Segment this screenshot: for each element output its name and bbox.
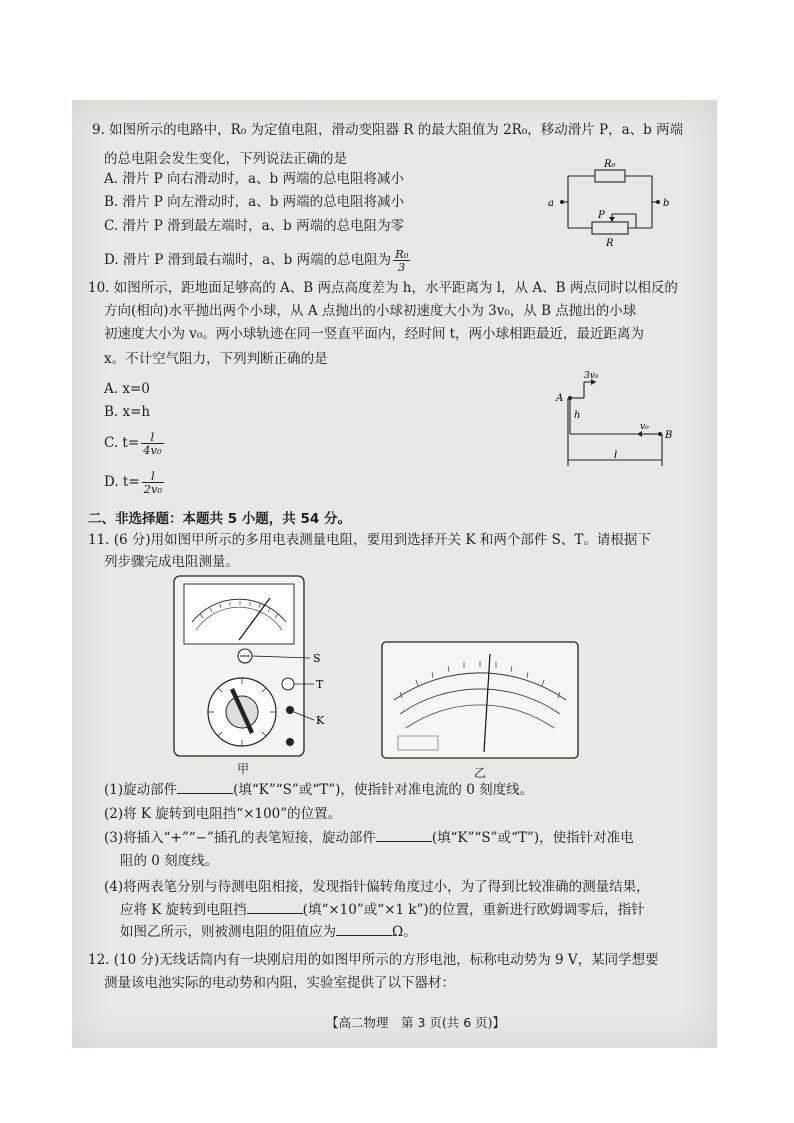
label-A: A (556, 393, 564, 404)
q11-step1-suffix: (填“K”“S”或“T”)，使指针对准电流的 0 刻度线。 (233, 782, 534, 798)
q10-option-b: B. x=h (104, 404, 151, 420)
q10-option-c-text: C. t= (104, 435, 140, 451)
q10-projectile-diagram (548, 368, 688, 474)
q11-step2: (2)将 K 旋转到电阻挡“×100”的位置。 (104, 806, 342, 822)
q9-option-d (104, 248, 412, 273)
q11-stem-line2: 列步骤完成电阻测量。 (104, 554, 239, 570)
label-vb: v₀ (640, 422, 649, 432)
q9-stem-line1: 9. 如图所示的电路中，R₀ 为定值电阻，滑动变阻器 R 的最大阻值为 2R₀，移动滑片 P，a、b 两端 (92, 122, 684, 138)
q10-option-d-num: l (142, 470, 164, 483)
q10-stem-line4: x。不计空气阻力，下列判断正确的是 (104, 351, 328, 367)
q11-step4-line3-suffix: Ω。 (392, 924, 417, 940)
q9-option-d-text: D. 滑片 P 滑到最右端时，a、b 两端的总电阻为 (104, 252, 392, 268)
answer-blank-3[interactable] (247, 901, 303, 914)
label-l: l (614, 450, 618, 461)
point-b-icon (658, 432, 662, 436)
q12-stem-line1: 12. (10 分)无线话筒内有一块刚启用的如图甲所示的方形电池，标称电动势为 9 V，某同学想要 (88, 952, 659, 968)
q11-step3-prefix: (3)将插入“+”“−”插孔的表笔短接，旋动部件 (104, 830, 376, 846)
terminal-b-icon (656, 200, 660, 204)
q9-option-d-num: R₀ (395, 247, 409, 261)
label-h: h (574, 410, 581, 421)
q11-step4-line3 (120, 923, 417, 941)
q11-step3 (104, 829, 634, 847)
q10-option-c-den: 4v₀ (143, 443, 162, 457)
label-r0: R₀ (604, 159, 616, 170)
answer-blank-1[interactable] (177, 781, 233, 794)
q11-step4-line2 (120, 901, 645, 919)
q10-option-c-num: l (141, 431, 163, 444)
figure-yi-caption: 乙 (474, 766, 487, 780)
point-a-icon (568, 396, 572, 400)
ohm-adjuster-t-icon (282, 678, 294, 690)
label-k: K (316, 714, 325, 727)
q10-stem-line2: 方向(相向)水平抛出两个小球，从 A 点抛出的小球初速度大小为 3v₀，从 B 点抛出的小球 (104, 303, 637, 319)
label-p: P (598, 210, 605, 221)
q11-step4-line3-prefix: 如图乙所示，则被测电阻的阻值应为 (120, 924, 336, 940)
q9-option-a: A. 滑片 P 向右滑动时，a、b 两端的总电阻将减小 (104, 171, 404, 187)
q11-stem-line1: 11. (6 分)用如图甲所示的多用电表测量电阻，要用到选择开关 K 和两个部件 S、T。请根据下 (88, 532, 651, 548)
q11-step3-suffix: (填“K”“S”或“T”)，使指针对准电 (431, 830, 634, 846)
multimeter-figure-jia (170, 574, 330, 760)
q10-option-d-den: 2v₀ (143, 482, 163, 496)
q10-stem-line3: 初速度大小为 v₀。两小球轨迹在同一竖直平面内，经时间 t，两小球相距最近，最近距离为 (104, 326, 645, 342)
q9-circuit-diagram (540, 158, 680, 248)
label-a: a (548, 198, 554, 209)
meter-dial-figure-yi (380, 640, 580, 760)
q11-step4-line2-prefix: 应将 K 旋转到电阻挡 (120, 902, 247, 918)
label-r: R (606, 238, 614, 248)
q10-option-d-text: D. t= (104, 474, 140, 490)
page-footer: 【高二物理 第 3 页(共 6 页)】 (326, 1015, 506, 1030)
q12-stem-line2: 测量该电池实际的电动势和内阻，实验室提供了以下器材： (104, 975, 455, 991)
q11-step3-line2: 阻的 0 刻度线。 (120, 853, 219, 869)
q9-option-d-den: 3 (398, 260, 406, 274)
q9-option-b: B. 滑片 P 向左滑动时，a、b 两端的总电阻将减小 (104, 194, 405, 210)
label-b: b (663, 198, 670, 209)
q10-option-a: A. x=0 (104, 381, 150, 397)
section-2-title: 二、非选择题：本题共 5 小题，共 54 分。 (88, 511, 351, 527)
q10-option-d-fraction (142, 470, 164, 495)
label-s: S (313, 652, 321, 665)
answer-blank-2[interactable] (376, 829, 432, 842)
q11-step4-line2-suffix: (填“×10”或“×1 k”)的位置，重新进行欧姆调零后，指针 (302, 902, 645, 918)
label-va: 3v₀ (584, 371, 599, 381)
q10-option-c-fraction (141, 431, 163, 456)
q10-stem-line1: 10. 如图所示，距地面足够高的 A、B 两点高度差为 h，水平距离为 l，从 A、B 两点同时以相反的 (88, 280, 678, 296)
q11-step1 (104, 781, 533, 799)
terminal-plus-icon (286, 706, 294, 714)
q10-option-c (104, 431, 166, 456)
q11-step1-prefix: (1)旋动部件 (104, 782, 178, 798)
label-t: T (316, 678, 324, 691)
terminal-minus-icon (286, 738, 294, 746)
answer-blank-4[interactable] (336, 923, 392, 936)
terminal-a-icon (560, 200, 564, 204)
q9-stem-line2: 的总电阻会发生变化，下列说法正确的是 (104, 151, 347, 167)
q9-option-d-fraction (393, 248, 410, 273)
q9-option-c: C. 滑片 P 滑到最左端时，a、b 两端的总电阻为零 (104, 218, 405, 234)
figure-jia-caption: 甲 (237, 762, 250, 776)
q11-step4-line1: (4)将两表笔分别与待测电阻相接，发现指针偏转角度过小，为了得到比较准确的测量结果， (104, 879, 650, 895)
label-B: B (665, 430, 673, 441)
q10-option-d (104, 470, 166, 495)
